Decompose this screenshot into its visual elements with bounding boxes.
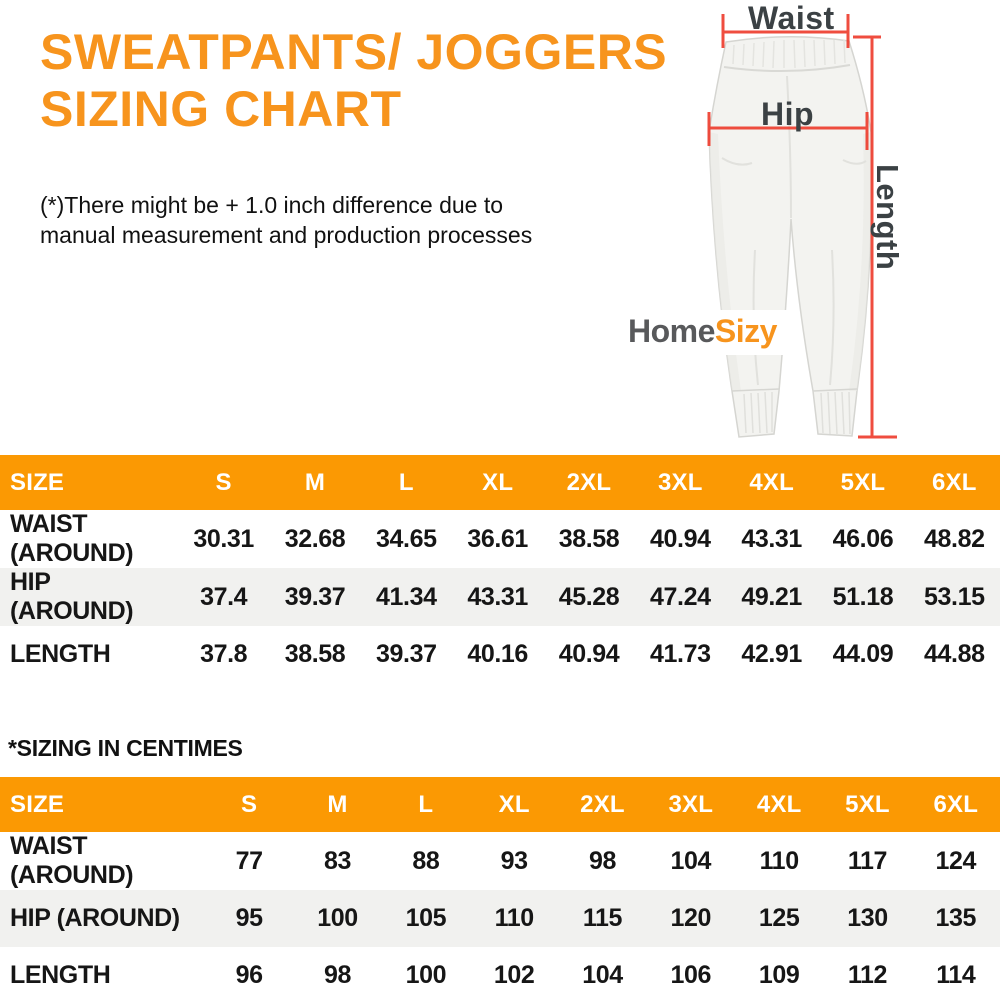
measurement-value-cell: 88	[412, 846, 440, 875]
sizing-table-inches	[0, 455, 1000, 683]
size-column-header: 6XL	[909, 455, 1000, 510]
measurement-value-cell: 100	[405, 961, 447, 989]
size-column-title: SIZE	[0, 777, 205, 832]
size-column-header: 5XL	[817, 455, 908, 510]
measurement-value-cell: 53.15	[924, 582, 985, 611]
measurement-value-cell: 110	[494, 904, 534, 932]
measurement-value-cell: 40.94	[650, 524, 711, 553]
measurement-row	[0, 890, 1000, 947]
size-column-header: M	[269, 455, 360, 510]
measurement-value-cell: 115	[582, 904, 623, 932]
cm-section-note: *SIZING IN CENTIMES	[8, 735, 243, 761]
measurement-value-cell: 49.21	[741, 582, 802, 611]
measurement-value-cell: 124	[935, 846, 977, 875]
measurement-value-cell: 46.06	[832, 524, 894, 553]
size-column-header: 4XL	[726, 455, 817, 510]
measurement-value-cell: 44.88	[924, 640, 985, 668]
measurement-label-cell: LENGTH	[10, 961, 111, 989]
measurement-value-cell: 110	[759, 846, 799, 875]
measurement-row	[0, 568, 1000, 626]
size-column-header: 2XL	[543, 455, 634, 510]
measurement-value-cell: 40.16	[467, 640, 528, 668]
measurement-value-cell: 39.37	[376, 640, 437, 668]
measurement-value-cell: 93	[500, 846, 528, 875]
measurement-value-cell: 106	[670, 961, 712, 989]
measurement-value-cell: 40.94	[558, 640, 620, 668]
measurement-value-cell: 43.31	[467, 582, 528, 611]
measurement-value-cell: 130	[847, 904, 888, 932]
size-column-header: M	[293, 777, 381, 832]
measurement-value-cell: 39.37	[284, 582, 346, 611]
measurement-label-cell: HIP (AROUND)	[10, 568, 134, 625]
measurement-label-cell: HIP (AROUND)	[10, 904, 180, 932]
measurement-value-cell: 37.8	[200, 640, 248, 668]
measurement-value-cell: 112	[847, 961, 888, 989]
sizing-table-cm	[0, 777, 1000, 1000]
measurement-value-cell: 51.18	[832, 582, 894, 611]
measurement-value-cell: 104	[670, 846, 712, 875]
measurement-value-cell: 102	[493, 961, 535, 989]
measurement-value-cell: 48.82	[924, 524, 985, 553]
measurement-value-cell: 38.58	[284, 640, 346, 668]
measurement-value-cell: 41.73	[650, 640, 711, 668]
measurement-value-cell: 44.09	[832, 640, 894, 668]
disclaimer-line2: manual measurement and production processes	[40, 222, 533, 248]
measurement-row	[0, 947, 1000, 1000]
waist-measure-label: Waist	[748, 0, 835, 36]
measurement-value-cell: 96	[235, 961, 263, 989]
measurement-value-cell: 98	[588, 846, 616, 875]
measurement-value-cell: 42.91	[741, 640, 802, 668]
measurement-row	[0, 510, 1000, 568]
logo-text-home: Home	[628, 313, 715, 349]
page-title-line1: SWEATPANTS/ JOGGERS	[40, 24, 668, 80]
measurement-row	[0, 832, 1000, 890]
measurement-value-cell: 83	[323, 846, 351, 875]
page-title-line2: SIZING CHART	[40, 81, 402, 137]
measurement-value-cell: 117	[847, 846, 888, 875]
logo-text-sizy: Sizy	[714, 313, 777, 349]
size-column-header: 3XL	[647, 777, 735, 832]
measurement-value-cell: 120	[670, 904, 712, 932]
measurement-value-cell: 104	[582, 961, 623, 989]
size-column-header: 2XL	[558, 777, 646, 832]
measurement-value-cell: 47.24	[650, 582, 711, 611]
hip-measure-label: Hip	[761, 96, 815, 132]
measurement-value-cell: 45.28	[558, 582, 620, 611]
measurement-label-cell: WAIST (AROUND)	[10, 510, 134, 567]
disclaimer-line1: (*)There might be + 1.0 inch difference due to	[40, 192, 504, 218]
measurement-value-cell: 98	[323, 961, 351, 989]
measurement-value-cell: 100	[317, 904, 358, 932]
measurement-value-cell: 32.68	[284, 524, 346, 553]
size-column-header: 4XL	[735, 777, 823, 832]
page-title	[40, 24, 667, 138]
measurement-value-cell: 114	[936, 961, 976, 989]
size-column-header: XL	[452, 455, 543, 510]
measurement-value-cell: 125	[758, 904, 800, 932]
size-column-header: S	[205, 777, 293, 832]
size-header-row	[0, 777, 1000, 832]
measurement-value-cell: 105	[405, 904, 447, 932]
measurement-label-cell: LENGTH	[10, 640, 111, 668]
measurement-value-cell: 77	[235, 846, 263, 875]
size-column-header: XL	[470, 777, 558, 832]
length-measure-label: Length	[870, 164, 905, 271]
pants-measurement-diagram	[620, 0, 1000, 460]
measurement-value-cell: 43.31	[741, 524, 802, 553]
measurement-value-cell: 41.34	[376, 582, 437, 611]
measurement-disclaimer	[40, 190, 532, 250]
size-column-header: 5XL	[823, 777, 911, 832]
measurement-label-cell: WAIST (AROUND)	[10, 832, 134, 889]
measurement-value-cell: 95	[235, 904, 263, 932]
measurement-row	[0, 626, 1000, 683]
measurement-value-cell: 30.31	[193, 524, 254, 553]
measurement-value-cell: 37.4	[200, 582, 248, 611]
size-column-header: L	[382, 777, 470, 832]
size-column-title: SIZE	[0, 455, 178, 510]
size-column-header: S	[178, 455, 269, 510]
measurement-value-cell: 34.65	[376, 524, 437, 553]
sweatpants-illustration	[620, 0, 1000, 460]
size-column-header: 3XL	[635, 455, 726, 510]
size-column-header: L	[361, 455, 452, 510]
measurement-value-cell: 36.61	[467, 524, 528, 553]
homesizy-logo	[624, 310, 787, 355]
measurement-value-cell: 135	[935, 904, 977, 932]
measurement-value-cell: 109	[758, 961, 800, 989]
size-column-header: 6XL	[912, 777, 1000, 832]
size-header-row	[0, 455, 1000, 510]
measurement-value-cell: 38.58	[558, 524, 620, 553]
